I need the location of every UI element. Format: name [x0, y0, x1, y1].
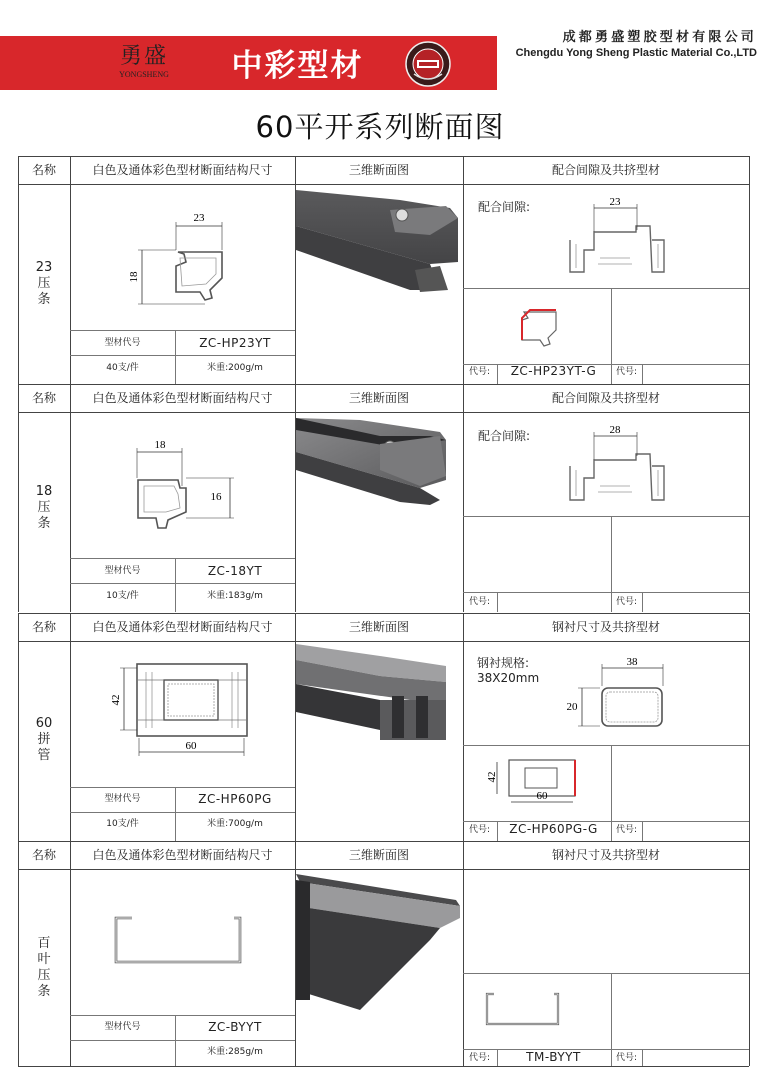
coextrusion-drawing-byyt [487, 994, 558, 1024]
section-3d-23yt [296, 188, 459, 292]
dim-height: 42 [110, 694, 122, 706]
steel-spec-label: 钢衬规格: [477, 656, 530, 670]
steel-dim-width: 38 [626, 656, 638, 668]
brand-main-title: 中彩型材 [231, 48, 364, 84]
coextrusion-code: ZC-HP23YT-G [510, 364, 597, 378]
company-name-en: Chengdu Yong Sheng Plastic Material Co.,LTD [515, 47, 757, 59]
section-drawing-18yt [137, 439, 234, 528]
meter-weight: 米重:200g/m [207, 363, 263, 373]
fit-gap-label: 配合间隙: [478, 200, 531, 214]
code-label: 型材代号 [104, 566, 141, 576]
code-label: 型材代号 [104, 794, 141, 804]
profile-code: ZC-BYYT [208, 1020, 262, 1034]
code-prefix: 代号: [469, 367, 491, 377]
dim-height: 16 [210, 491, 222, 503]
fit-drawing-23yt [522, 196, 664, 346]
col-header-steel: 钢衬尺寸及共挤型材 [551, 620, 660, 634]
col-header-3d-view: 三维断面图 [348, 163, 409, 177]
col-header-dimensions: 白色及通体彩色型材断面结构尺寸 [92, 163, 273, 177]
meter-weight: 米重:285g/m [207, 1047, 263, 1057]
code-prefix-2: 代号: [616, 597, 638, 607]
profile-code: ZC-HP23YT [199, 336, 271, 350]
col-header-3d-view: 三维断面图 [348, 391, 409, 405]
code-label: 型材代号 [104, 338, 141, 348]
fit-gap-label: 配合间隙: [478, 429, 531, 443]
col-header-dimensions: 白色及通体彩色型材断面结构尺寸 [92, 848, 273, 862]
col-header-fit: 配合间隙及共挤型材 [551, 163, 660, 177]
profile-name: 23压条 [35, 260, 53, 307]
pack-qty: 10支/件 [106, 591, 139, 601]
col-header-fit: 配合间隙及共挤型材 [551, 391, 660, 405]
coextrusion-dim-width: 60 [536, 790, 548, 802]
steel-spec-size: 38X20mm [477, 671, 540, 685]
company-name-cn: 成都勇盛塑胶型材有限公司 [562, 30, 757, 45]
profile-code: ZC-HP60PG [198, 792, 272, 806]
col-header-dimensions: 白色及通体彩色型材断面结构尺寸 [92, 620, 273, 634]
dim-width: 23 [193, 212, 205, 224]
code-label: 型材代号 [104, 1022, 141, 1032]
fit-dim: 28 [609, 424, 621, 436]
meter-weight: 米重:183g/m [207, 591, 263, 601]
col-header-name: 名称 [31, 848, 56, 862]
col-header-steel: 钢衬尺寸及共挤型材 [551, 848, 660, 862]
pack-qty: 10支/件 [106, 819, 139, 829]
section-3d-60pg [296, 644, 446, 740]
col-header-dimensions: 白色及通体彩色型材断面结构尺寸 [92, 391, 273, 405]
coextrusion-code: ZC-HP60PG-G [509, 822, 598, 836]
profile-name: 百叶压条 [37, 936, 51, 999]
coextrusion-code: TM-BYYT [526, 1050, 581, 1064]
profile-code: ZC-18YT [207, 564, 263, 578]
fit-drawing-18yt [570, 424, 664, 500]
code-prefix: 代号: [469, 597, 491, 607]
col-header-3d-view: 三维断面图 [348, 848, 409, 862]
coextrusion-dim-height: 42 [486, 771, 498, 783]
code-prefix: 代号: [469, 825, 491, 835]
section-drawing-byyt [116, 918, 240, 962]
meter-weight: 米重:700g/m [207, 819, 263, 829]
col-header-3d-view: 三维断面图 [348, 620, 409, 634]
code-prefix: 代号: [469, 1053, 491, 1063]
section-3d-18yt [296, 418, 446, 505]
brand-logo-en: YONGSHENG [119, 70, 169, 79]
steel-dim-height: 20 [566, 701, 578, 713]
col-header-name: 名称 [31, 163, 56, 177]
section-3d-byyt [296, 874, 460, 1010]
pack-qty: 40支/件 [106, 363, 139, 373]
dim-height: 18 [128, 271, 140, 283]
col-header-name: 名称 [31, 391, 56, 405]
dim-width: 60 [185, 740, 197, 752]
code-prefix-2: 代号: [616, 367, 638, 377]
dim-width: 18 [154, 439, 166, 451]
profile-name: 60拼管 [35, 716, 53, 763]
brand-logo-cn: 勇盛 [119, 44, 168, 69]
code-prefix-2: 代号: [616, 825, 638, 835]
code-prefix-2: 代号: [616, 1053, 638, 1063]
coextrusion-drawing-60pg [486, 760, 575, 802]
page-title: 60平开系列断面图 [255, 110, 505, 144]
profile-name: 18压条 [35, 484, 53, 531]
fit-dim: 23 [609, 196, 621, 208]
col-header-name: 名称 [31, 620, 56, 634]
steel-drawing-60pg [567, 656, 664, 726]
section-drawing-60pg [110, 664, 247, 756]
section-drawing-23yt [128, 212, 222, 304]
